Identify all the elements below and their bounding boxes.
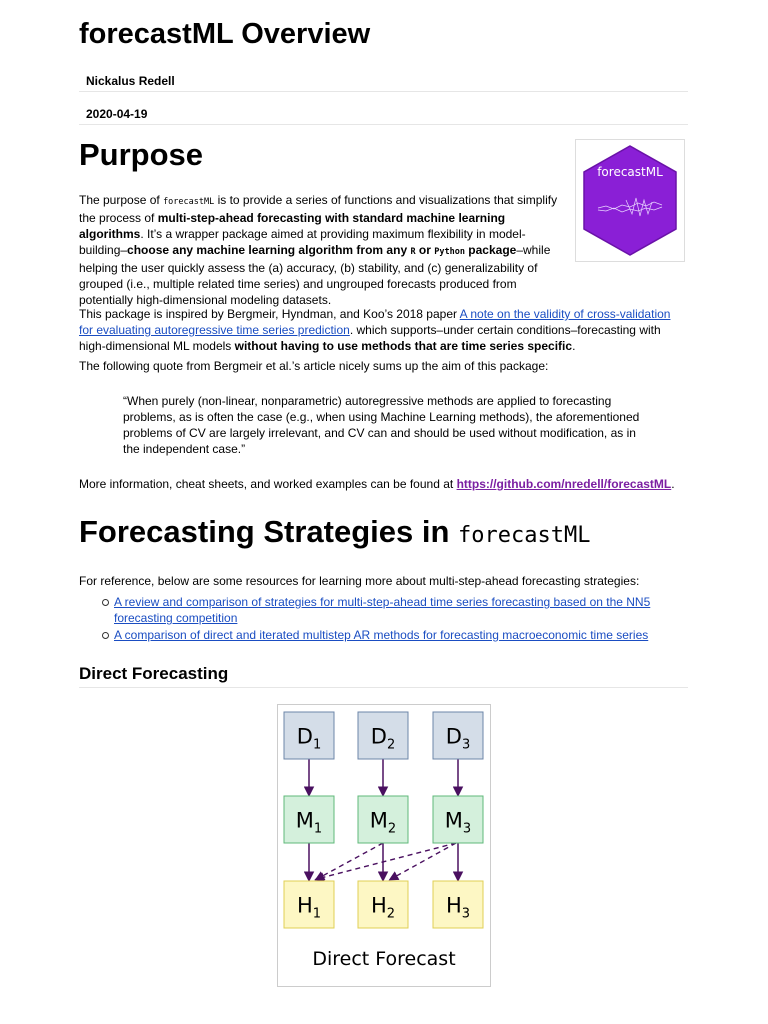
purpose-paragraph (79, 192, 569, 308)
direct-forecasting-heading: Direct Forecasting (79, 664, 229, 683)
list-item (96, 594, 676, 626)
inline-code: forecastML (163, 197, 215, 207)
heading-text: Forecasting Strategies in (79, 514, 458, 549)
bold-text: without having to use methods that are time series specific (234, 339, 573, 353)
strategies-heading (79, 514, 590, 550)
heading-code: forecastML (458, 523, 591, 548)
inline-code: Python (434, 247, 465, 257)
model-box (433, 796, 483, 843)
text: More information, cheat sheets, and worked examples can be found at (79, 477, 457, 491)
text: –while helping the user quickly assess the (a) accuracy, (b) stability, and (c) generalizability of grouped (i.e., multiple related time series) and ungrouped forecasts produced from potentially high-dimensional modeling datasets. (79, 243, 551, 307)
text: This package is inspired by Bergmeir, Hyndman, and Koo’s 2018 paper (79, 307, 460, 321)
model-box-label: $M_1$ (295, 808, 323, 837)
blockquote: “When purely (non-linear, nonparametric) autoregressive methods are applied to forecasting problems, as is often the case (e.g., when using Machine Learning methods), the aforementioned problems of CV are largely irrelevant, and CV can and should be used without modification, as in the independent case.” (123, 394, 640, 456)
date: 2020-04-19 (86, 107, 148, 121)
dashed-arrow (391, 843, 456, 879)
text: is to provide a series of functions and visualizations that simplify the process of (79, 193, 558, 225)
data-box-label: $D_3$ (445, 724, 471, 753)
data-box (284, 712, 334, 759)
horizon-box (433, 881, 483, 928)
data-box (433, 712, 483, 759)
horizon-box-label: $H_1$ (296, 893, 322, 922)
forecastml-logo (575, 139, 685, 262)
document-title: forecastML Overview (79, 18, 371, 50)
horizon-box-label: $H_3$ (445, 893, 471, 922)
bold-text: choose any machine learning algorithm from any (127, 243, 411, 257)
horizon-box (284, 881, 334, 928)
text: . (572, 339, 576, 353)
author: Nickalus Redell (86, 74, 175, 88)
logo-text: forecastML (597, 165, 663, 179)
bold-text: or (415, 243, 435, 257)
inspiration-paragraph (79, 306, 687, 354)
text: For reference, below are some resources for learning more about multi-step-ahead forecasting strategies: (79, 574, 640, 588)
resource-list (96, 594, 676, 644)
text: . which supports–under certain conditions–forecasting with high-dimensional ML models (79, 323, 661, 353)
data-box (358, 712, 408, 759)
quote-intro (79, 358, 687, 374)
diagram-caption: Direct Forecast (312, 948, 456, 970)
text: The following quote from Bergmeir et al.’s article nicely sums up the aim of this package: (79, 359, 549, 373)
strategies-intro (79, 573, 687, 589)
horizon-box (358, 881, 408, 928)
text: The purpose of (79, 193, 164, 207)
bold-text: multi-step-ahead forecasting with standard machine learning algorithms (79, 211, 506, 241)
dashed-arrow (317, 843, 456, 879)
model-box (284, 796, 334, 843)
text: . It’s a wrapper package aimed at providing maximum flexibility in model-building– (79, 227, 526, 257)
bold-text: package (464, 243, 517, 257)
model-box-label: $M_3$ (444, 808, 472, 837)
diagram-svg (278, 705, 490, 986)
text: . (671, 477, 675, 491)
divider (79, 91, 688, 92)
model-box-label: $M_2$ (369, 808, 397, 837)
divider (79, 124, 688, 125)
bullet-icon (102, 632, 109, 639)
inline-code: R (410, 247, 416, 257)
data-box-label: $D_1$ (296, 724, 322, 753)
resource-link[interactable]: A review and comparison of strategies for multi-step-ahead time series forecasting based on the NN5 forecasting competition (114, 595, 651, 625)
more-info-paragraph (79, 476, 687, 492)
cv-paper-link[interactable]: A note on the validity of cross-validation for evaluating autoregressive time series prediction (79, 307, 671, 337)
direct-forecast-diagram (277, 704, 491, 987)
list-item (96, 627, 676, 643)
bullet-icon (102, 599, 109, 606)
divider (79, 687, 688, 688)
model-box (358, 796, 408, 843)
horizon-box-label: $H_2$ (370, 893, 396, 922)
purpose-heading: Purpose (79, 137, 204, 172)
data-box-label: $D_2$ (370, 724, 396, 753)
github-link[interactable]: https://github.com/nredell/forecastML (456, 477, 672, 491)
dashed-arrow (317, 843, 383, 879)
resource-link[interactable]: A comparison of direct and iterated multistep AR methods for forecasting macroeconomic time series (114, 628, 649, 642)
